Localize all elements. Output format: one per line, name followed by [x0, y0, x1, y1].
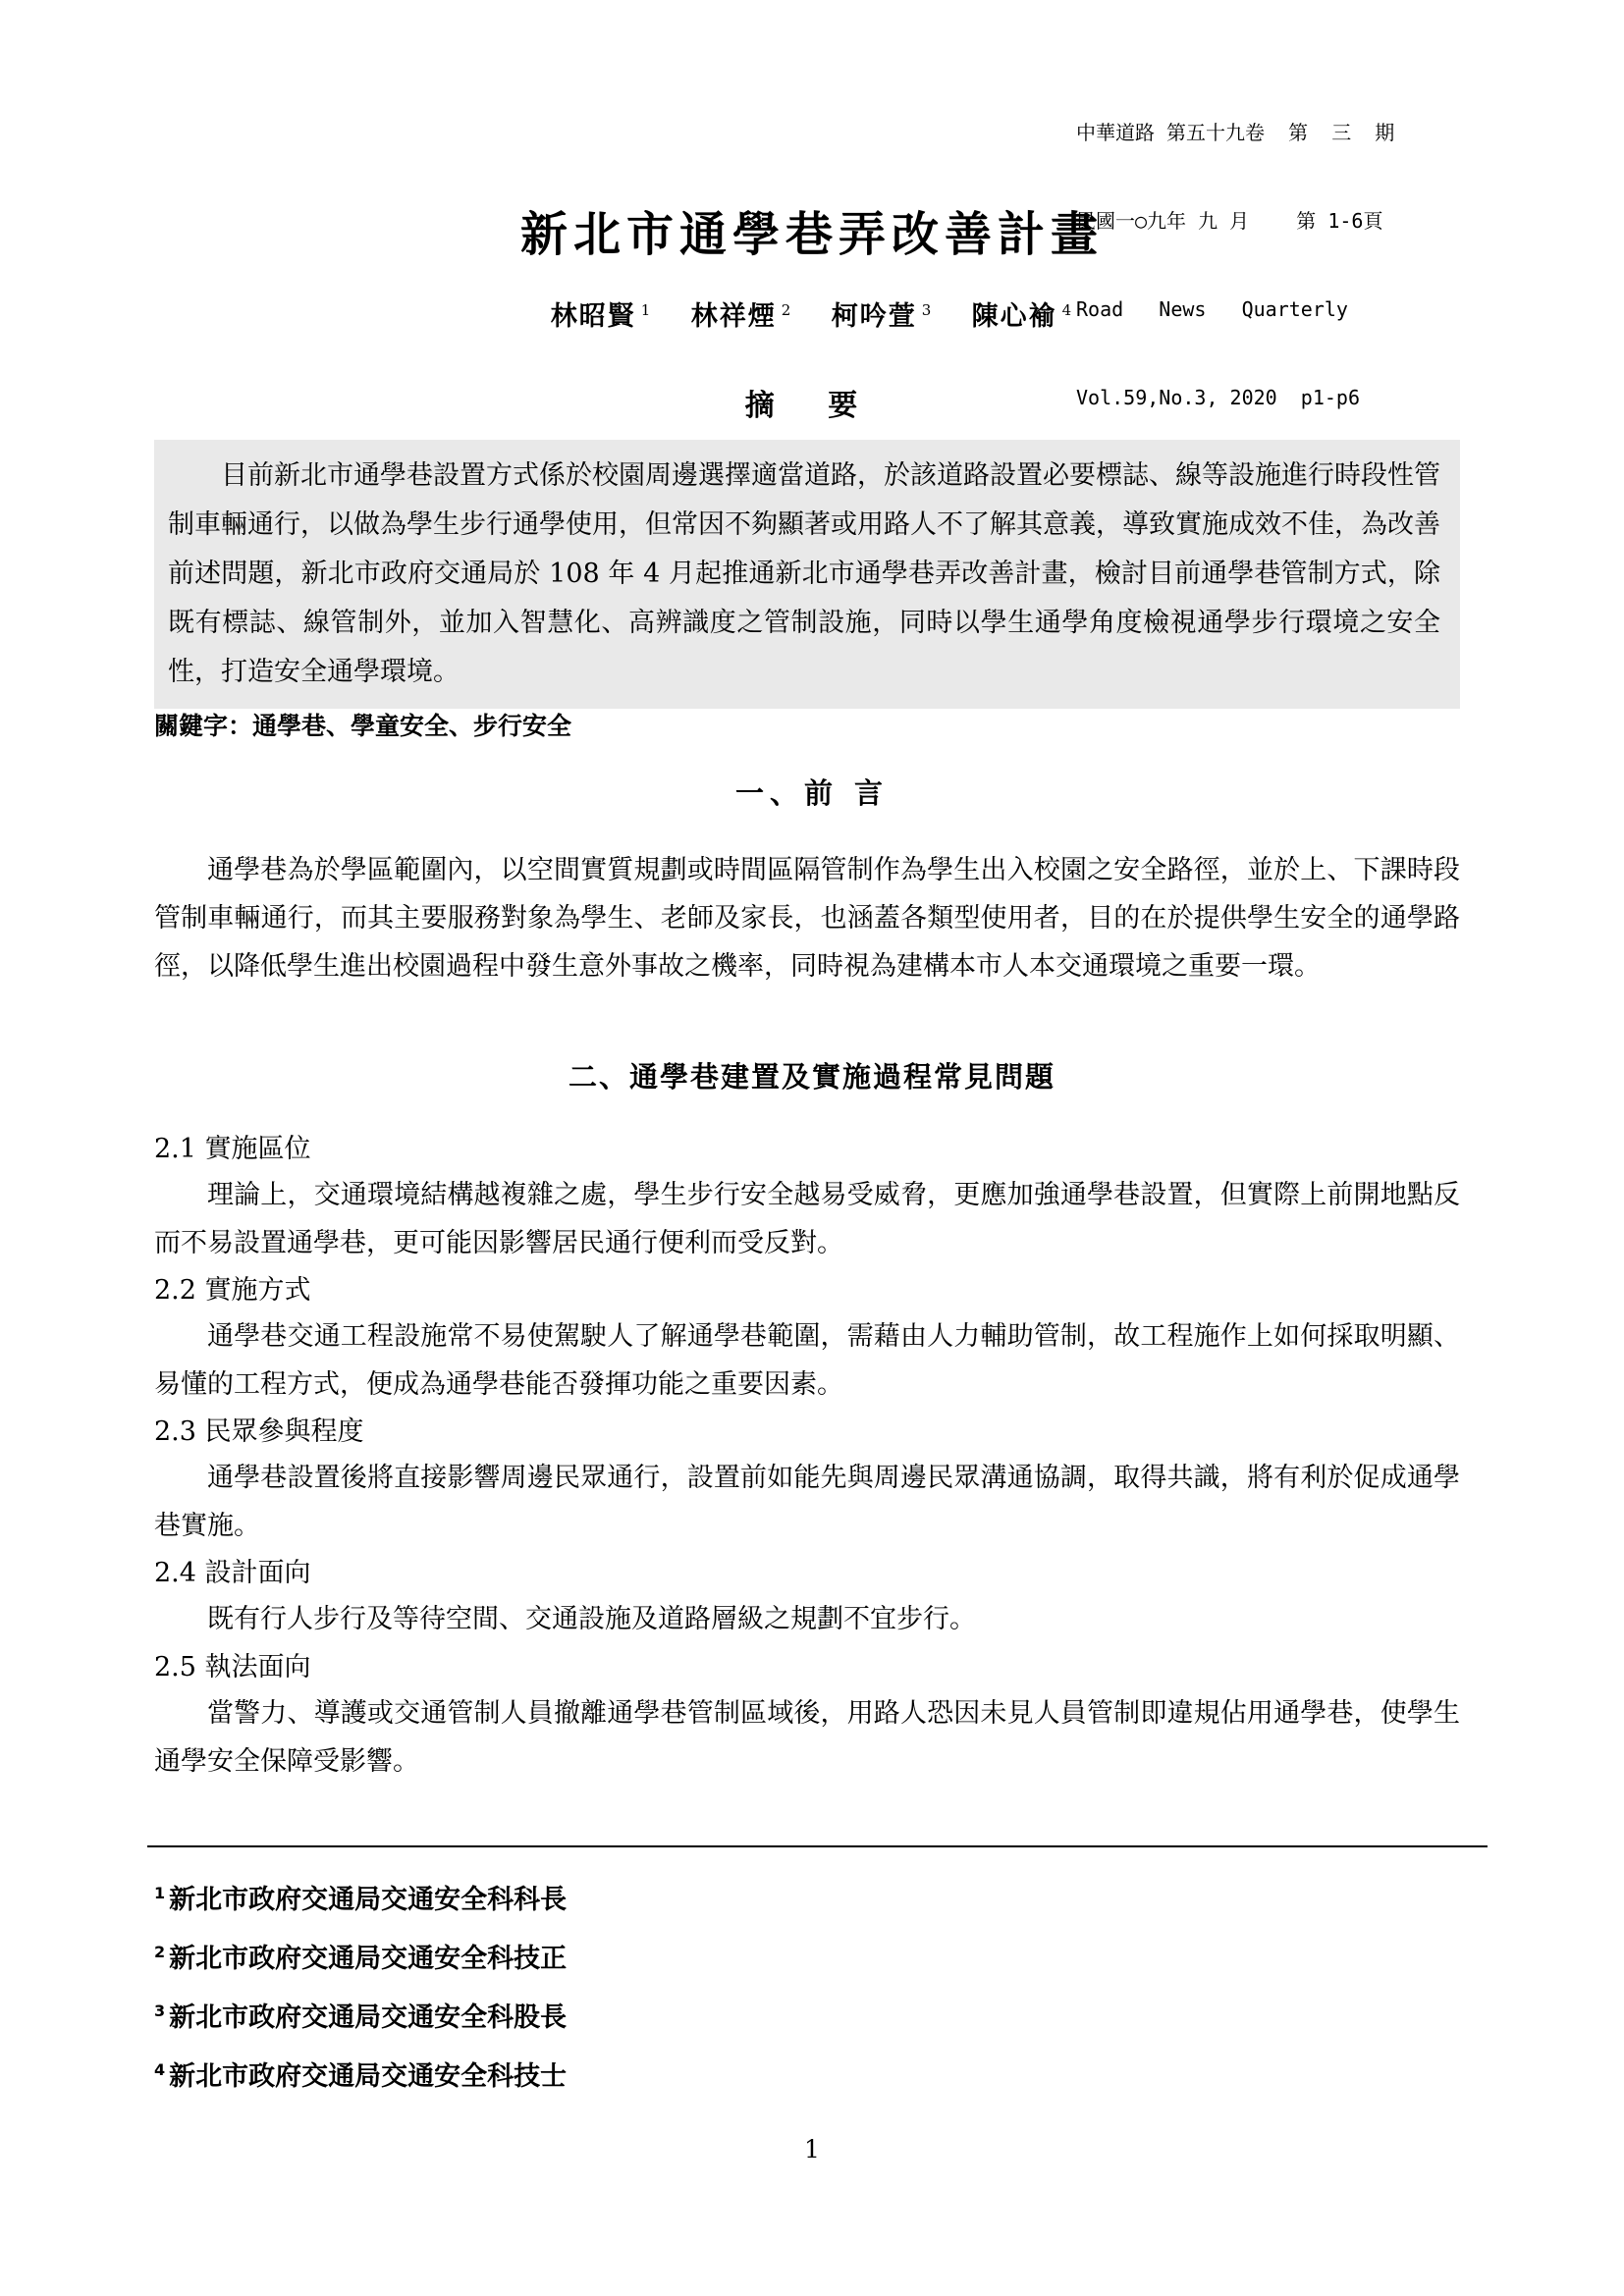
author-mark: 3 — [921, 301, 934, 319]
abstract-heading: 摘 要 — [744, 389, 880, 423]
author — [551, 301, 653, 332]
author — [691, 301, 793, 332]
subsection-label: 2.4 設計面向 — [154, 1558, 311, 1588]
section-1-heading: 一、前 言 — [734, 776, 890, 810]
page-number: 1 — [804, 2135, 820, 2163]
footnote — [154, 1867, 567, 1926]
journal-line-1: 中華道路 第五十九卷 第 三 期 — [1076, 121, 1395, 144]
section-2-heading: 二、通學巷建置及實施過程常見問題 — [568, 1060, 1056, 1094]
abstract-box — [154, 440, 1460, 709]
subsection-label: 2.5 執法面向 — [154, 1652, 311, 1682]
author-name: 林祥煙 — [690, 301, 777, 332]
author-name: 陳心褕 — [971, 301, 1057, 332]
subsection-label: 2.2 實施方式 — [154, 1275, 311, 1306]
subsection-paragraph: 通學巷交通工程設施常不易使駕駛人了解通學巷範圍，需藉由人力輔助管制，故工程施作上如何採取明顯、易懂的工程方式，便成為通學巷能否發揮功能之重要因素。 — [154, 1321, 1460, 1400]
author-list — [0, 294, 1624, 333]
footnote-divider — [147, 1845, 1488, 1847]
subsection-paragraph: 當警力、導護或交通管制人員撤離通學巷管制區域後，用路人恐因未見人員管制即違規佔用通學巷，使學生通學安全保障受影響。 — [154, 1698, 1460, 1777]
author-name: 林昭賢 — [550, 301, 636, 332]
subsection-label: 2.1 實施區位 — [154, 1134, 311, 1164]
author-name: 柯吟萱 — [831, 301, 917, 332]
footnote-text: 新北市政府交通局交通安全科股長 — [169, 2002, 568, 2033]
footnotes — [154, 1867, 567, 2103]
footnote — [154, 1926, 567, 1985]
subsection-label: 2.3 民眾參與程度 — [154, 1416, 364, 1447]
journal-line-2: 民國一○九年 九 月 第 1-6頁 — [1076, 209, 1383, 233]
footnote-text: 新北市政府交通局交通安全科技士 — [169, 2061, 568, 2092]
footnote-text: 新北市政府交通局交通安全科技正 — [169, 1944, 568, 1974]
author — [832, 301, 934, 332]
journal-line-3: Road News Quarterly — [1076, 297, 1348, 321]
subsection-paragraph: 既有行人步行及等待空間、交通設施及道路層級之規劃不宜步行。 — [207, 1604, 976, 1634]
author-mark: 4 — [1061, 301, 1074, 319]
journal-line-4: Vol.59,No.3, 2020 p1-p6 — [1076, 386, 1360, 409]
keywords: 關鍵字：通學巷、學童安全、步行安全 — [154, 712, 572, 740]
footnote — [154, 2044, 567, 2103]
footnote-mark: 4 — [154, 2060, 166, 2079]
section-1-paragraph: 通學巷為於學區範圍內，以空間實質規劃或時間區隔管制作為學生出入校園之安全路徑，並於上、下課時段管制車輛通行，而其主要服務對象為學生、老師及家長，也涵蓋各類型使用者，目的在於提供學生安全的通學路徑，以降低學生進出校園過程中發生意外事故之機率，同時視為建構本市人本交通環境之重要一環。 — [154, 855, 1460, 982]
subsection-paragraph: 理論上，交通環境結構越複雜之處，學生步行安全越易受威脅，更應加強通學巷設置，但實際上前開地點反而不易設置通學巷，更可能因影響居民通行便利而受反對。 — [154, 1180, 1460, 1258]
footnote-mark: 2 — [154, 1943, 166, 1961]
author — [972, 301, 1074, 332]
subsection-paragraph: 通學巷設置後將直接影響周邊民眾通行，設置前如能先與周邊民眾溝通協調，取得共識，將有利於促成通學巷實施。 — [154, 1463, 1460, 1541]
author-mark: 1 — [640, 301, 653, 319]
footnote — [154, 1985, 567, 2044]
abstract-text: 目前新北市通學巷設置方式係於校園周邊選擇適當道路，於該道路設置必要標誌、線等設施進行時段性管制車輛通行，以做為學生步行通學使用，但常因不夠顯著或用路人不了解其意義，導致實施成效不佳，為改善前述問題，新北市政府交通局於 108 年 4 月起推通新北市通學巷弄改善計畫，檢討目前通學巷管制方式，除既有標誌、線管制外，並加入智慧化、高辨識度之管制設施，同時以學生通學角度檢視通學步行環境之安全性，打造安全通學環境。 — [168, 460, 1440, 687]
paper-title: 新北市通學巷弄改善計畫 — [519, 207, 1104, 262]
author-mark: 2 — [781, 301, 793, 319]
footnote-mark: 1 — [154, 1884, 166, 1902]
footnote-mark: 3 — [154, 2002, 166, 2020]
footnote-text: 新北市政府交通局交通安全科科長 — [169, 1885, 568, 1915]
